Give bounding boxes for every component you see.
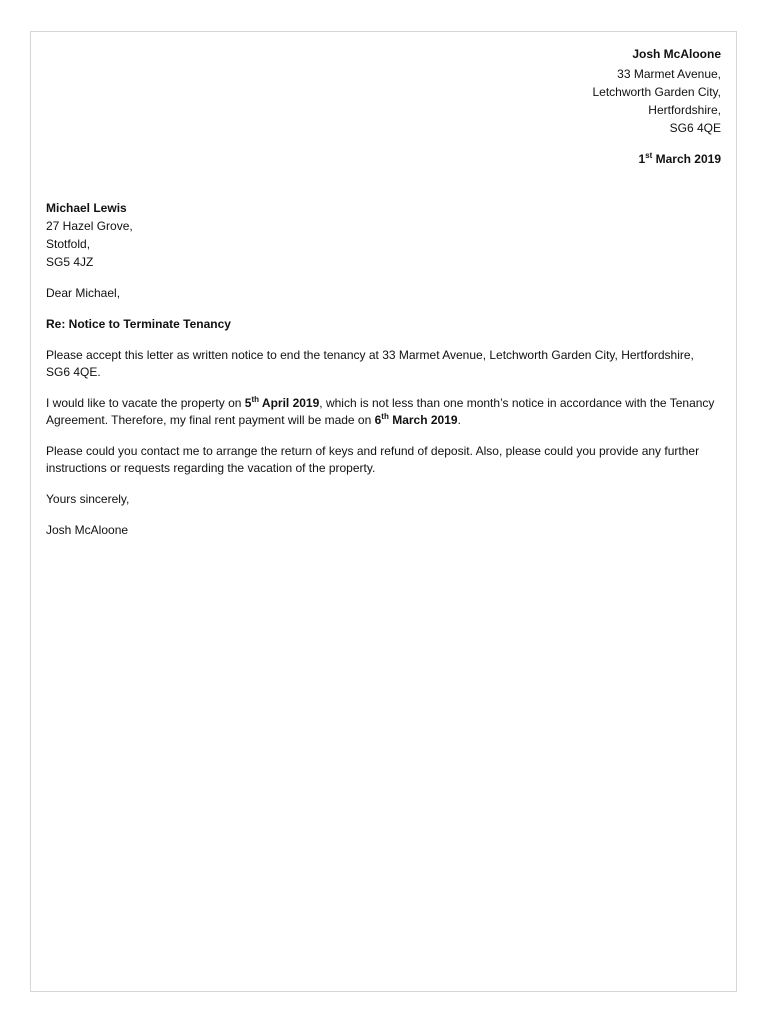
letter-date [638,150,721,168]
recipient-address-line: SG5 4JZ [46,255,94,269]
sender-address-line: 33 Marmet Avenue, [617,67,721,81]
vacate-date-suffix: th [251,395,260,404]
sender-address-line: Letchworth Garden City, [592,85,721,99]
payment-date-rest: March 2019 [388,413,458,427]
date-day: 1 [638,152,646,166]
date-suffix: st [645,151,653,160]
vacate-date-rest: April 2019 [259,396,320,410]
vacate-date [245,396,320,410]
final-payment-date [375,413,458,427]
signature-name: Josh McAloone [46,523,129,537]
sender-address-line: SG6 4QE [669,121,721,135]
paragraph-keys-deposit: Please could you contact me to arrange the return of keys and refund of deposit. Also, please could you provide any further instructions or requests regarding the vacation of the property. [46,444,700,475]
sender-address-line: Hertfordshire, [648,103,721,117]
paragraph-notice: Please accept this letter as written notice to end the tenancy at 33 Marmet Avenue, Letchworth Garden City, Hertfordshire, SG6 4QE. [46,348,694,379]
recipient-block [46,199,716,271]
paragraph-text: , which is not less than one month’s notice in accordance with the Tenancy Agreement. Therefore, my final rent payment will be made on [46,396,715,427]
payment-date-day: 6 [374,413,382,427]
closing: Yours sincerely, [46,492,130,506]
paragraph-vacate [46,395,716,429]
letter-body [46,199,716,539]
sender-name: Josh McAloone [632,47,721,61]
paragraph-text: . [457,413,461,427]
letter-page [30,31,737,992]
sender-block [592,45,721,137]
recipient-address-line: 27 Hazel Grove, [46,219,133,233]
payment-date-suffix: th [381,412,389,421]
vacate-date-day: 5 [244,396,252,410]
paragraph-text: I would like to vacate the property on [46,396,245,410]
subject-line: Re: Notice to Terminate Tenancy [46,317,231,331]
date-month-year: March 2019 [652,152,721,166]
recipient-name: Michael Lewis [46,201,127,215]
recipient-address-line: Stotfold, [46,237,91,251]
salutation: Dear Michael, [46,286,121,300]
